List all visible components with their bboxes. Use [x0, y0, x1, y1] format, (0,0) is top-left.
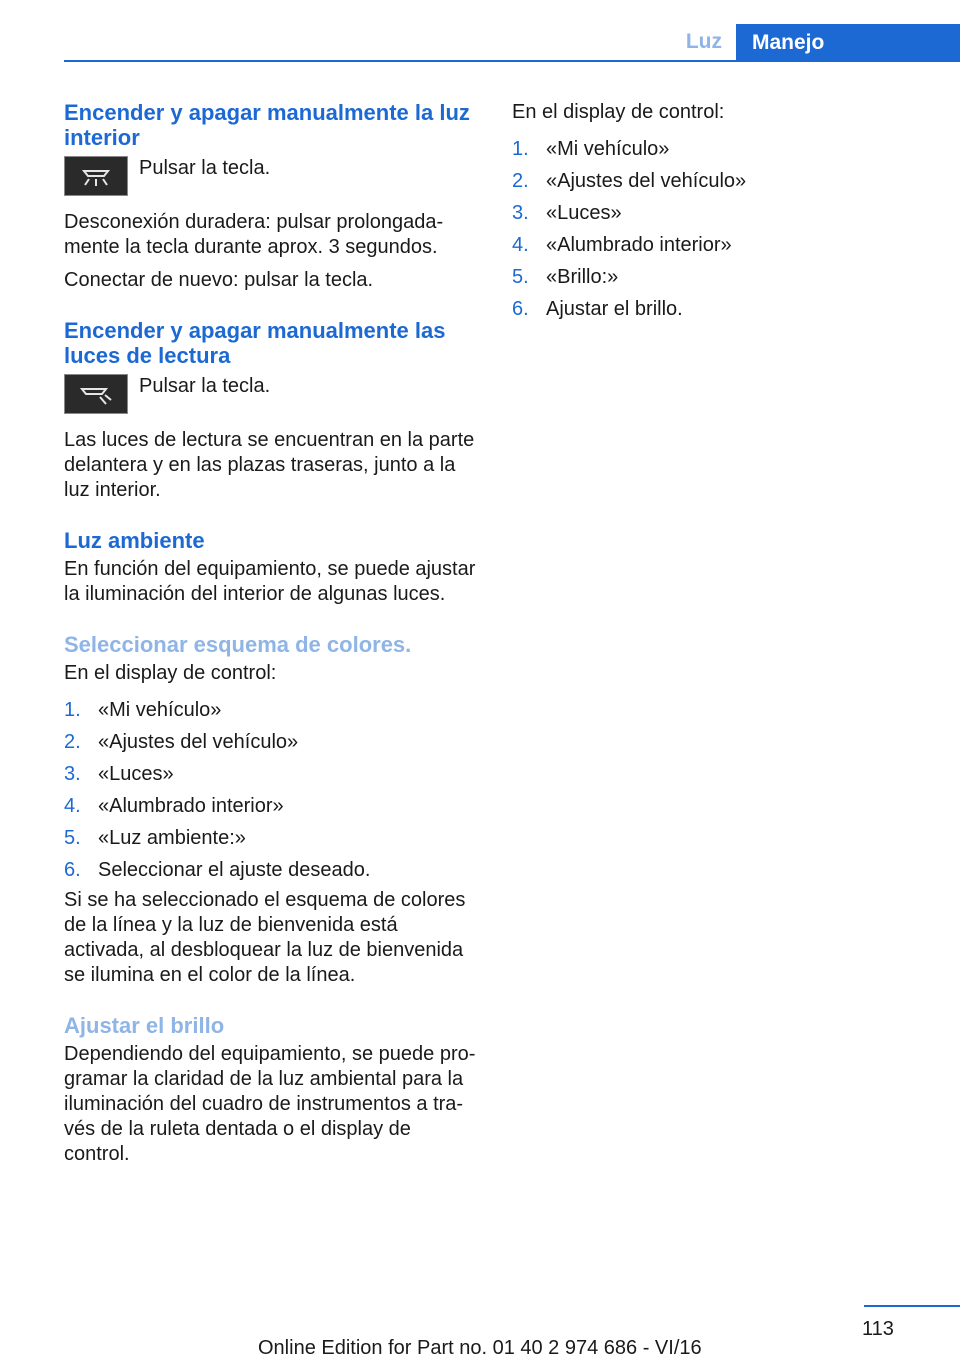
- paragraph: En el display de control:: [512, 101, 725, 123]
- reading-light-icon: [76, 381, 116, 407]
- list-item: 2. «Ajustes del vehículo»: [512, 170, 747, 192]
- left-column: [64, 100, 480, 1167]
- list-item: 1. «Mi vehículo»: [512, 138, 670, 160]
- interior-light-key: [64, 156, 128, 196]
- paragraph: Dependiendo del equipamiento, se puede pro‐gramar la claridad de la luz ambiental para la iluminación del cuadro de instrumentos a tra‐vés de la ruleta dentada o el display de control.: [64, 1043, 476, 1165]
- paragraph: En el display de control:: [64, 662, 277, 684]
- heading-reading-lights: Encender y apagar manualmente las luces de lectura: [64, 318, 446, 368]
- list-item: 4. «Alumbrado interior»: [512, 234, 732, 256]
- heading-brightness: Ajustar el brillo: [64, 1013, 225, 1038]
- key-row-interior: [64, 156, 480, 196]
- right-column: [512, 100, 928, 325]
- paragraph: Conectar de nuevo: pulsar la tecla.: [64, 269, 374, 291]
- paragraph: Si se ha seleccionado el esquema de colores de la línea y la luz de bienvenida está activada, al desbloquear la luz de bienvenida se ilumina en el color de la línea.: [64, 889, 466, 986]
- steps-list-color: [64, 694, 480, 886]
- footer-rule: [864, 1305, 960, 1307]
- interior-light-icon: [76, 163, 116, 189]
- heading-color-scheme: Seleccionar esquema de colores.: [64, 632, 412, 657]
- paragraph: Desconexión duradera: pulsar prolongada‐mente la tecla durante aprox. 3 segundos.: [64, 211, 444, 258]
- heading-interior-light: Encender y apagar manualmente la luz interior: [64, 100, 470, 150]
- list-item: 3. «Luces»: [512, 202, 622, 224]
- header-section-tab: Luz: [685, 30, 722, 53]
- key-instruction: Pulsar la tecla.: [139, 157, 271, 179]
- header-chapter-tab: Manejo: [736, 24, 960, 61]
- heading-ambient-light: Luz ambiente: [64, 528, 205, 553]
- list-item: 5. «Brillo:»: [512, 266, 619, 288]
- footer-edition: Online Edition for Part no. 01 40 2 974 686 - VI/16: [258, 1337, 702, 1359]
- list-item: 6. Ajustar el brillo.: [512, 298, 683, 320]
- reading-light-key: [64, 374, 128, 414]
- page-number: 113: [862, 1318, 894, 1340]
- list-item: 5. «Luz ambiente:»: [64, 827, 246, 849]
- list-item: 2. «Ajustes del vehículo»: [64, 731, 299, 753]
- key-row-reading: [64, 374, 480, 414]
- steps-list-brightness: [512, 133, 928, 325]
- list-item: 3. «Luces»: [64, 763, 174, 785]
- key-instruction: Pulsar la tecla.: [139, 375, 271, 397]
- list-item: 6. Seleccionar el ajuste deseado.: [64, 859, 371, 881]
- paragraph: Las luces de lectura se encuentran en la parte delantera y en las plazas traseras, junto a la luz interior.: [64, 429, 475, 501]
- list-item: 1. «Mi vehículo»: [64, 699, 222, 721]
- paragraph: En función del equipamiento, se puede ajustar la iluminación del interior de algunas luces.: [64, 558, 476, 605]
- list-item: 4. «Alumbrado interior»: [64, 795, 284, 817]
